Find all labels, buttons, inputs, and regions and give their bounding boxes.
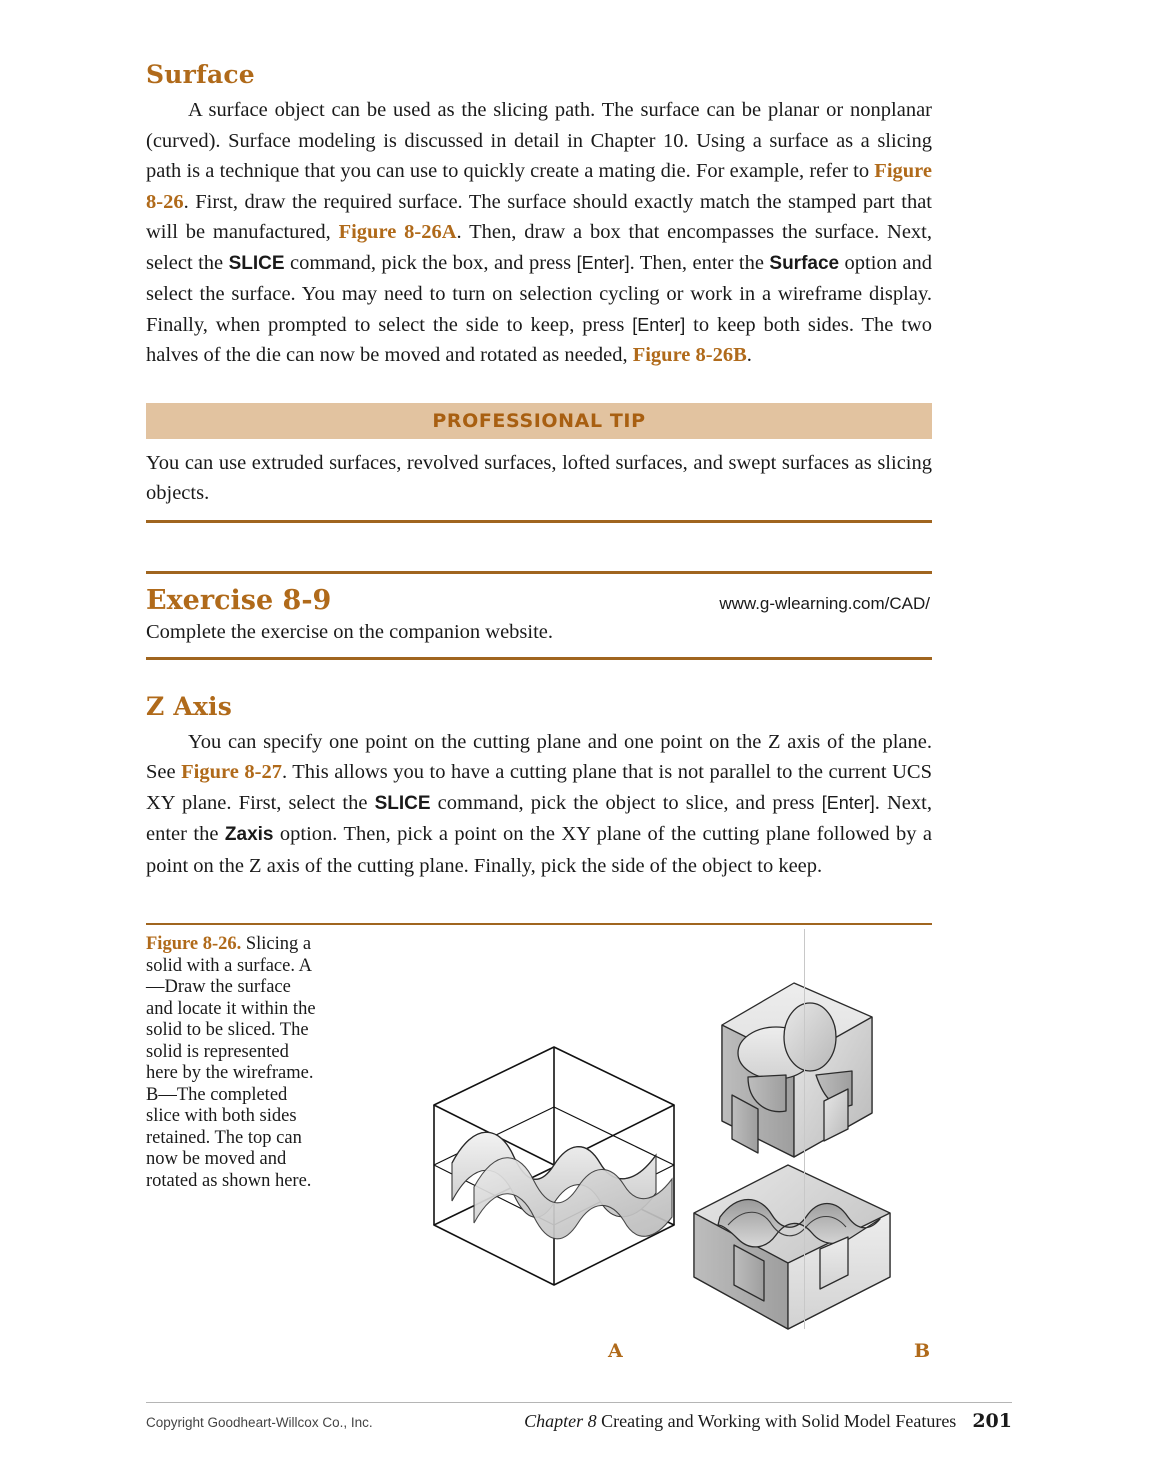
zaxis-text-3: command, pick the object to slice, and press [430, 791, 822, 814]
figure-label-b: B [914, 1340, 931, 1362]
zaxis-text-2: . This allows you to have a cutting plane that is not parallel to the current UCS XY plane. First, select the [146, 761, 932, 814]
key-enter-3: [Enter] [821, 792, 875, 813]
footer-chapter-number: Chapter 8 [524, 1411, 597, 1431]
copyright-notice: Copyright Goodheart-Willcox Co., Inc. [146, 1415, 373, 1430]
surface-text-2: . First, draw the required surface. The surface should exactly match the stamped part that will be manufactured, [146, 190, 932, 243]
command-slice: SLICE [228, 252, 285, 274]
zaxis-text-4: . Next, enter the [146, 791, 932, 845]
figure-number: Figure 8-26. [146, 934, 242, 954]
tip-bottom-rule [146, 520, 932, 523]
figure-caption-text: Slicing a solid with a surface. A—Draw the surface and locate it within the solid to be sliced. The solid is represented here by the wireframe. B—The completed slice with both sides retained. The top can now be moved and rotated as shown here. [146, 934, 316, 1191]
surface-text-4: command, pick the box, and press [284, 251, 577, 274]
zaxis-section [146, 692, 932, 882]
surface-text-7: to keep both sides. The two halves of the die can now be moved and rotated as needed, [146, 313, 932, 366]
professional-tip-box [146, 403, 932, 523]
footer-row [146, 1403, 1012, 1432]
zaxis-paragraph [146, 727, 932, 882]
zaxis-text-5: option. Then, pick a point on the XY plane of the cutting plane followed by a point on the Z axis of the cutting plane. Finally, pick the side of the object to keep. [146, 823, 933, 877]
surface-text-8: . [746, 344, 752, 366]
surface-text-5: . Then, enter the [629, 251, 770, 274]
professional-tip-body: You can use extruded surfaces, revolved surfaces, lofted surfaces, and swept surfaces as slicing objects. [146, 451, 932, 504]
figure-reference-8-27: Figure 8-27 [181, 761, 282, 783]
command-slice-2: SLICE [374, 792, 431, 814]
key-enter-1: [Enter] [576, 252, 630, 273]
zaxis-heading: Z Axis [146, 691, 233, 721]
figure-body [146, 925, 932, 1395]
sliced-solid-b [694, 983, 890, 1329]
figure-artwork [324, 925, 932, 1395]
page-footer [146, 1402, 1012, 1432]
option-surface: Surface [769, 252, 840, 274]
exercise-bottom-rule [146, 657, 932, 660]
page-content [146, 60, 932, 1395]
exercise-website-url[interactable]: www.g-wlearning.com/CAD/ [719, 593, 930, 613]
figure-label-a: A [608, 1340, 623, 1362]
footer-chapter-info [524, 1410, 1012, 1432]
exercise-box [146, 571, 932, 660]
surface-text-1: A surface object can be used as the slicing path. The surface can be planar or nonplanar (curved). Surface modeling is discussed in detail in Chapter 10. Using a surface as a slicing path is a technique that you can use to quickly create a mating die. For example, refer to [146, 99, 932, 182]
figure-caption [146, 934, 318, 1192]
surface-text-3: . Then, draw a box that encompasses the surface. Next, select the [146, 221, 933, 274]
figure-illustration-svg [324, 925, 932, 1335]
exercise-header [146, 574, 932, 616]
footer-chapter-title: Creating and Working with Solid Model Features [596, 1411, 957, 1431]
exercise-title: Exercise 8-9 [146, 584, 332, 616]
exercise-subtitle: Complete the exercise on the companion website. [146, 620, 554, 643]
key-enter-2: [Enter] [632, 314, 686, 335]
figure-reference-8-26: Figure 8-26 [146, 160, 932, 213]
figure-reference-8-26b: Figure 8-26B [632, 344, 747, 366]
option-zaxis: Zaxis [224, 824, 274, 845]
surface-text-6: option and select the surface. You may need to turn on selection cycling or work in a wireframe display. Finally, when prompted to select the side to keep, press [146, 251, 932, 336]
figure-block [146, 923, 932, 1395]
page-number: 201 [972, 1410, 1012, 1432]
professional-tip-header [146, 403, 932, 439]
figure-reference-8-26a: Figure 8-26A [338, 221, 457, 243]
zaxis-text-1: You can specify one point on the cutting plane and one point on the Z axis of the plane. See [146, 730, 932, 783]
page-title: Surface [146, 60, 255, 89]
professional-tip-label: PROFESSIONAL TIP [432, 409, 646, 432]
figure-divider [804, 929, 805, 1329]
surface-paragraph [146, 95, 932, 371]
